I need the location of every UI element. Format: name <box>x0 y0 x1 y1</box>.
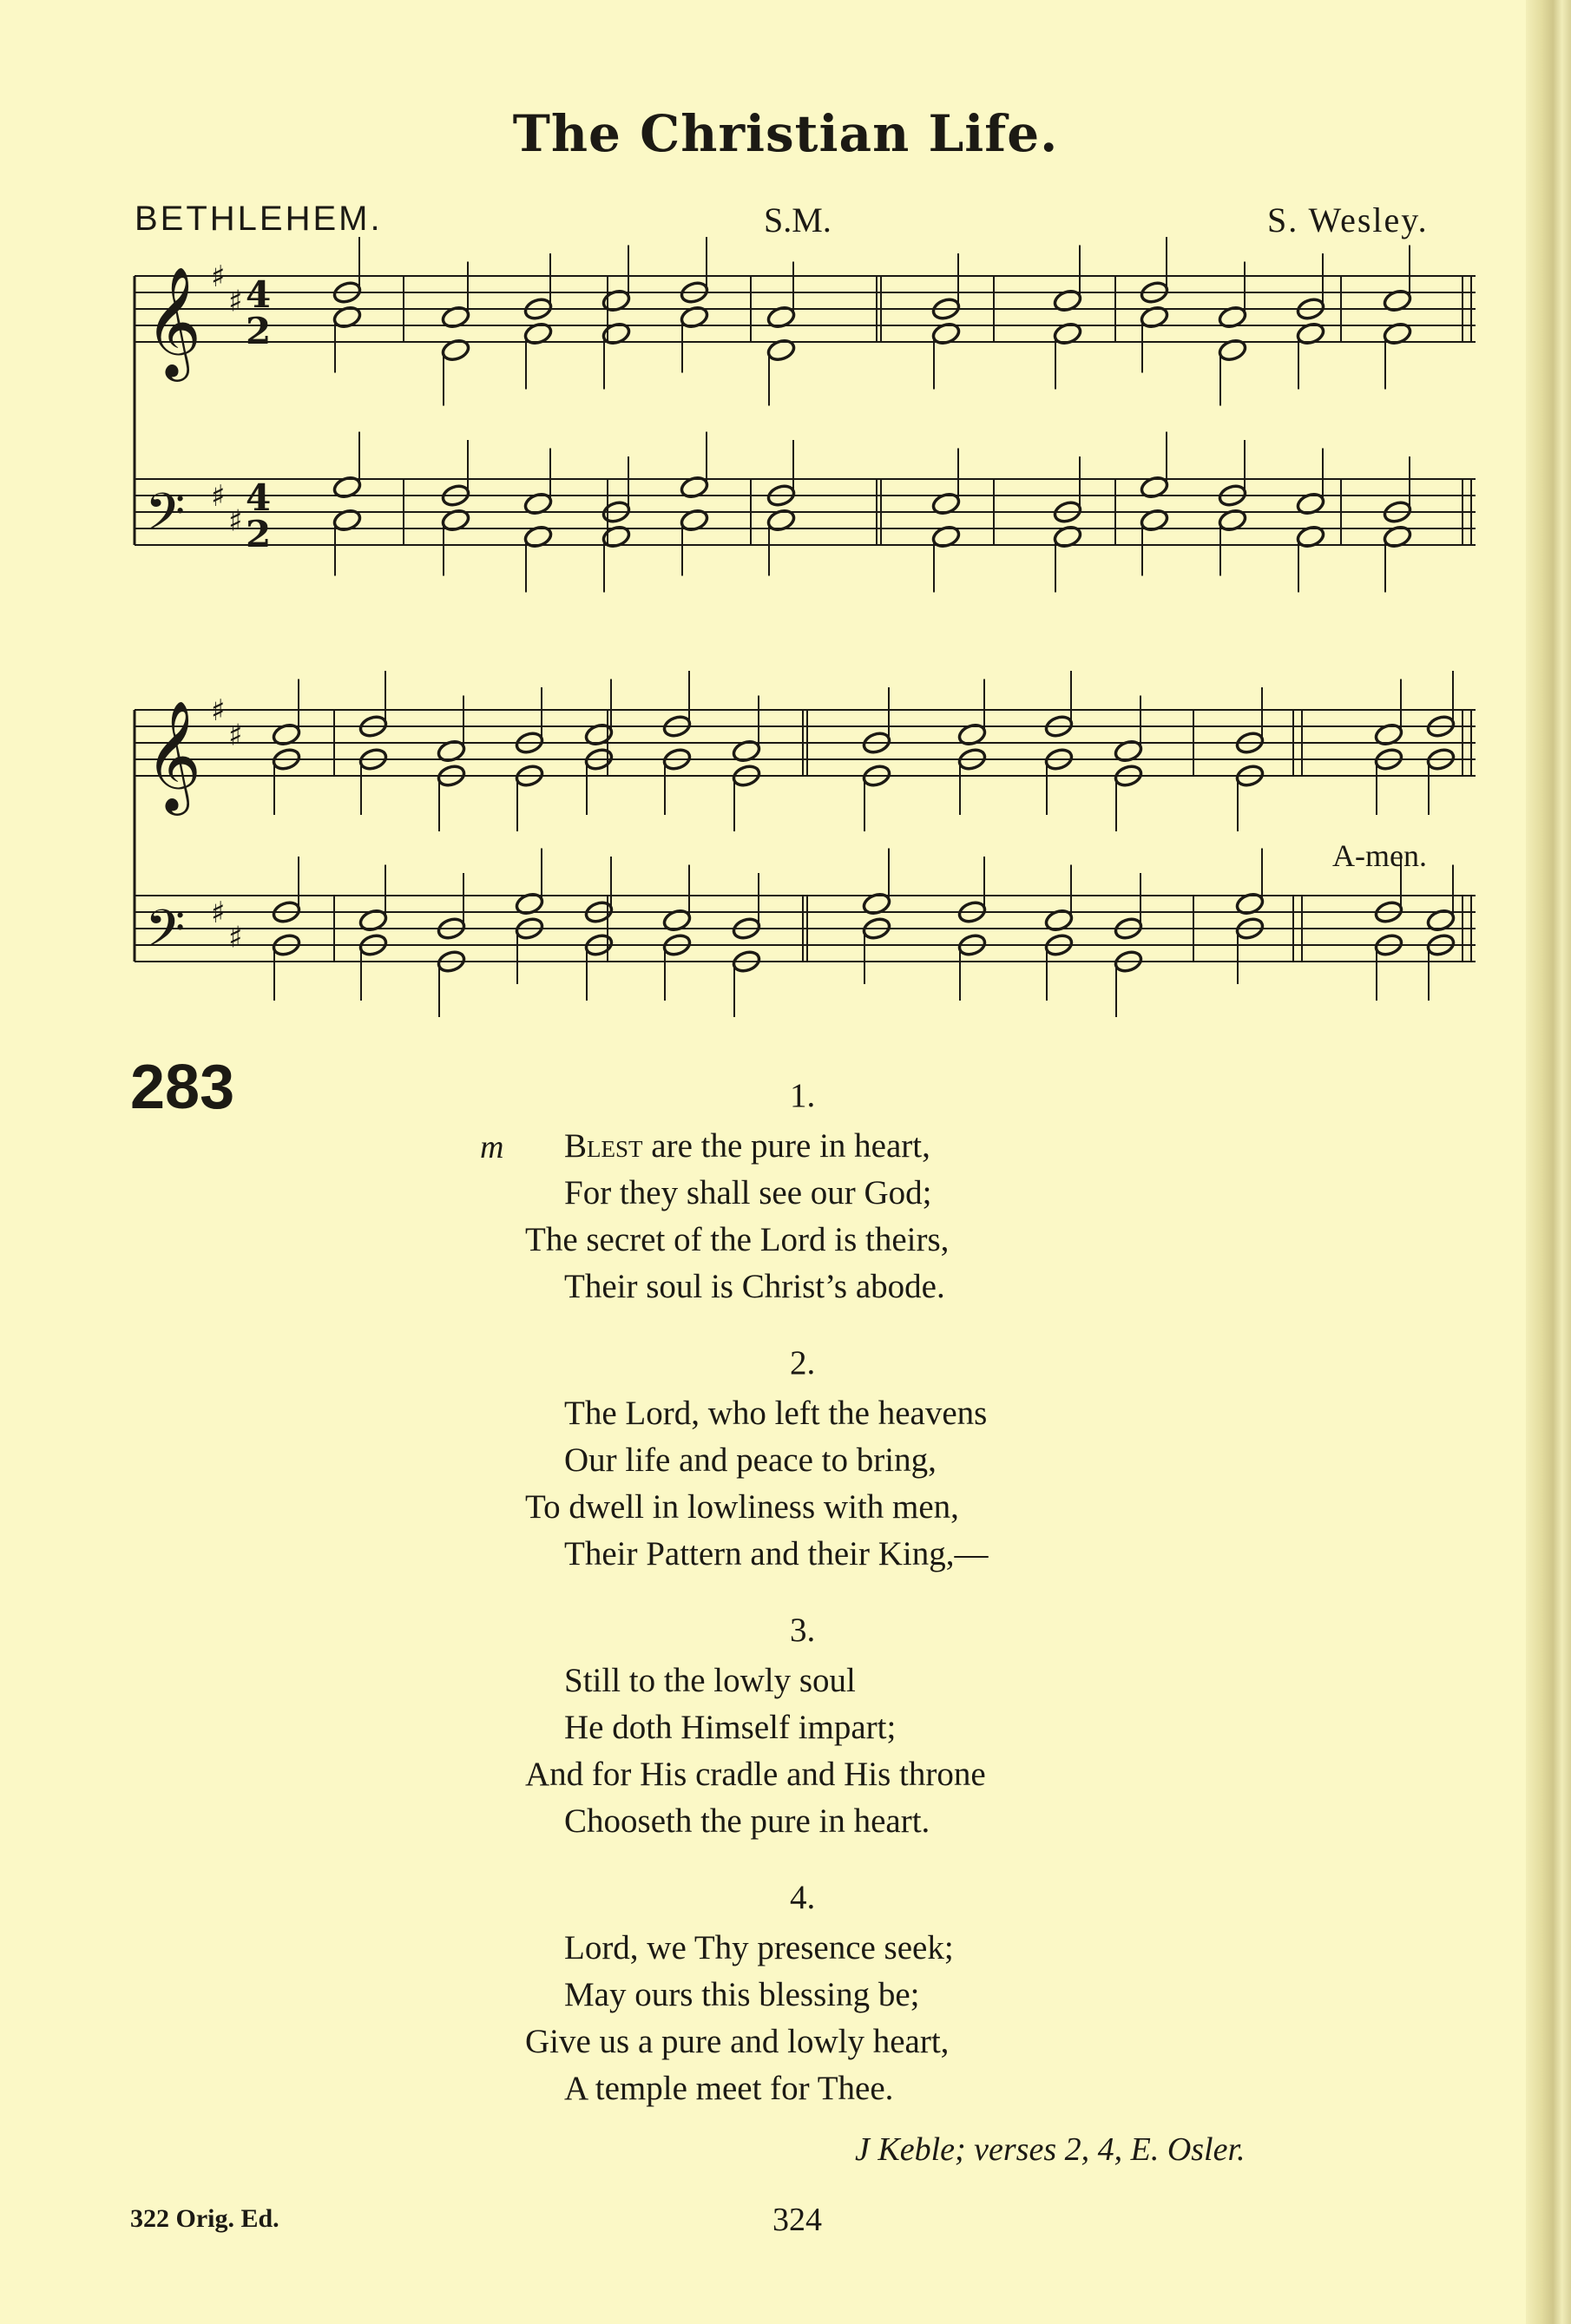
sharp-icon: ♯ <box>228 284 243 319</box>
treble-clef-icon: 𝄞 <box>145 699 202 811</box>
attribution: J Keble; verses 2, 4, E. Osler. <box>855 2131 1246 2168</box>
verse-line: Still to the lowly soul <box>564 1662 856 1699</box>
verse-number: 3. <box>790 1612 816 1649</box>
verse-line: A temple meet for Thee. <box>564 2070 894 2107</box>
verse-first-word: Blest <box>564 1127 643 1165</box>
original-edition-number: 322 Orig. Ed. <box>130 2204 279 2233</box>
verse-line: He doth Himself impart; <box>564 1709 897 1746</box>
verse-line: Lord, we Thy presence seek; <box>564 1929 954 1966</box>
verse-line: The Lord, who left the heavens <box>564 1395 988 1432</box>
meter: S.M. <box>764 200 832 240</box>
bass-clef-icon: 𝄢 <box>145 898 186 971</box>
verse-line: And for His cradle and His throne <box>525 1756 986 1793</box>
time-signature-top: 4 <box>246 476 272 519</box>
verse-line: Our life and peace to bring, <box>564 1441 937 1479</box>
verse-line <box>564 1126 930 1165</box>
treble-clef-icon: 𝄞 <box>145 266 202 377</box>
bass-clef-icon: 𝄢 <box>145 482 186 555</box>
page-number: 324 <box>772 2202 822 2238</box>
sharp-icon: ♯ <box>228 718 243 753</box>
verse-line: To dwell in lowliness with men, <box>525 1488 959 1526</box>
verse-line: Give us a pure and lowly heart, <box>525 2023 950 2060</box>
dynamic-mark: m <box>480 1129 504 1165</box>
verse-line: For they shall see our God; <box>564 1174 932 1211</box>
verse-line: Chooseth the pure in heart. <box>564 1802 930 1840</box>
tune-name: BETHLEHEM. <box>135 200 383 238</box>
time-signature-bottom: 2 <box>246 310 272 352</box>
verse-line: May ours this blessing be; <box>564 1976 920 2013</box>
verse-number: 4. <box>790 1879 816 1916</box>
verse-number: 1. <box>790 1077 816 1114</box>
time-signature-bottom: 2 <box>246 513 272 555</box>
music-score <box>0 0 1571 1041</box>
sharp-icon: ♯ <box>228 503 243 539</box>
sharp-icon: ♯ <box>211 259 226 294</box>
hymn-number: 283 <box>130 1053 235 1122</box>
time-signature-top: 4 <box>246 273 272 316</box>
verse-line: Their soul is Christ’s abode. <box>564 1268 945 1305</box>
sharp-icon: ♯ <box>211 693 226 728</box>
sharp-icon: ♯ <box>211 896 226 930</box>
verse-line: The secret of the Lord is theirs, <box>525 1221 950 1258</box>
sharp-icon: ♯ <box>228 920 243 955</box>
sharp-icon: ♯ <box>211 479 226 514</box>
composer: S. Wesley. <box>1267 200 1429 240</box>
amen-label: A-men. <box>1332 838 1427 873</box>
verse-line: Their Pattern and their King,— <box>564 1535 989 1572</box>
section-heading: The Christian Life. <box>512 104 1059 163</box>
verse-line-rest: are the pure in heart, <box>642 1127 930 1165</box>
verse-number: 2. <box>790 1344 816 1382</box>
